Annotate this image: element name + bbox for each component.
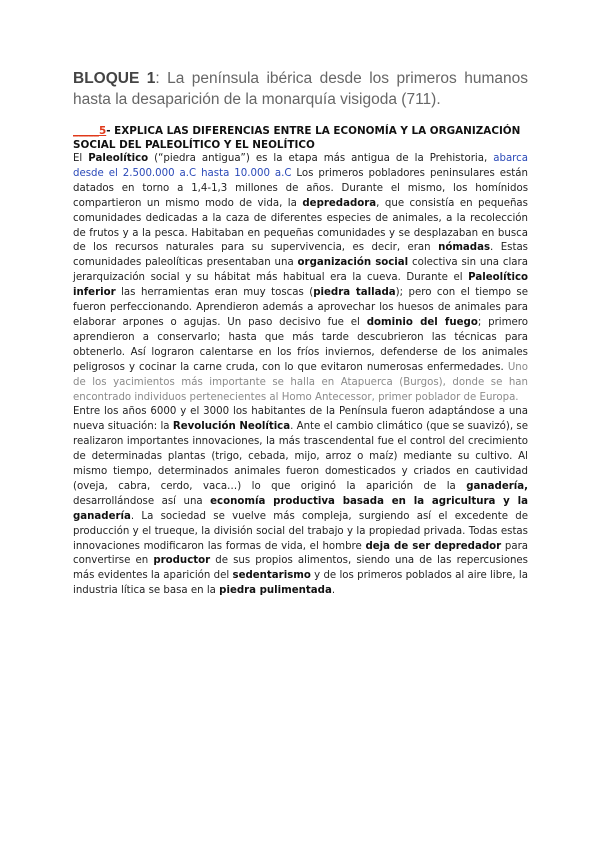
question-heading [73, 124, 528, 152]
answer-body [73, 152, 528, 599]
paragraph-neolitico: Entre los años 6000 y el 3000 los habitantes de la Península fueron adaptándose a una nueva situación: la Revolución Neolítica. Ante el cambio climático (que se suavizó), se realizaron importantes innovaciones, la más trascendental fue el control del crecimiento de determinadas plantas (trigo, cebada, mijo, arroz o maíz) mediante su cultivo. Al mismo tiempo, determinados animales fueron domesticados y criados en cautividad (oveja, cabra, cerdo, vaca…) lo que originó la aparición de la ganadería, desarrollándose así una economía productiva basada en la agricultura y la ganadería. La sociedad se vuelve más compleja, surgiendo así el excedente de producción y el trueque, la división social del trabajo y la propiedad privada. Todas estas innovaciones modificaron las formas de vida, el hombre deja de ser depredador para convertirse en productor de sus propios alimentos, siendo una de las repercusiones más evidentes la aparición del sedentarismo y de los primeros poblados al aire libre, la industria lítica se basa en la piedra pulimentada. [73, 406, 529, 597]
paragraph-paleolitico: El Paleolítico (“piedra antigua”) es la etapa más antigua de la Prehistoria, abarca desde el 2.500.000 a.C hasta 10.000 a.C Los primeros pobladores peninsulares están datados en torno a 1,4-1,3 millones de años. Durante el mismo, los homínidos compartieron un mismo modo de vida, la depredadora, que consistía en pequeñas comunidades dedicadas a la caza de diferentes especies de animales, a la recolección de frutos y a la pesca. Habitaban en pequeñas comunidades y se desplazaban en busca de los recursos naturales para su supervivencia, es decir, eran nómadas. Estas comunidades paleolíticas presentaban una organización social colectiva sin una clara jerarquización social y su hábitat más habitual era la cueva. Durante el Paleolítico inferior las herramientas eran muy toscas (piedra tallada); pero con el tiempo se fueron perfeccionando. Aprendieron además a aprovechar los huesos de animales para elaborar arpones o agujas. Un paso decisivo fue el dominio del fuego; primero aprendieron a conservarlo; hasta que más tarde descubrieron las técnicas para obtenerlo. Así lograron calentarse en los fríos inviernos, defenderse de los animales peligrosos y cocinar la carne cruda, con lo que evitaron numerosas enfermedades. Uno de los yacimientos más importante se halla en Atapuerca (Burgos), donde se han encontrado individuos pertenecientes al Homo Antecessor, primer poblador de Europa. [73, 153, 529, 403]
atapuerca-note: Uno de los yacimientos más importante se halla en Atapuerca (Burgos), donde se han encontrado individuos pertenecientes al Homo Antecessor, primer poblador de Europa. [73, 361, 528, 403]
document-page [73, 68, 528, 599]
date-range-link: abarca desde el 2.500.000 a.C hasta 10.000 a.C [73, 153, 528, 179]
bloque-label: BLOQUE 1 [73, 70, 156, 87]
bloque-title: : La península ibérica desde los primeros humanos hasta la desaparición de la monarquía visigoda (711). [73, 70, 528, 108]
question-number: _____5 [73, 125, 107, 137]
question-text: - EXPLICA LAS DIFERENCIAS ENTRE LA ECONOMÍA Y LA ORGANIZACIÓN SOCIAL DEL PALEOLÍTICO Y EL NEOLÍTICO [73, 125, 521, 151]
bloque-heading [73, 68, 528, 110]
